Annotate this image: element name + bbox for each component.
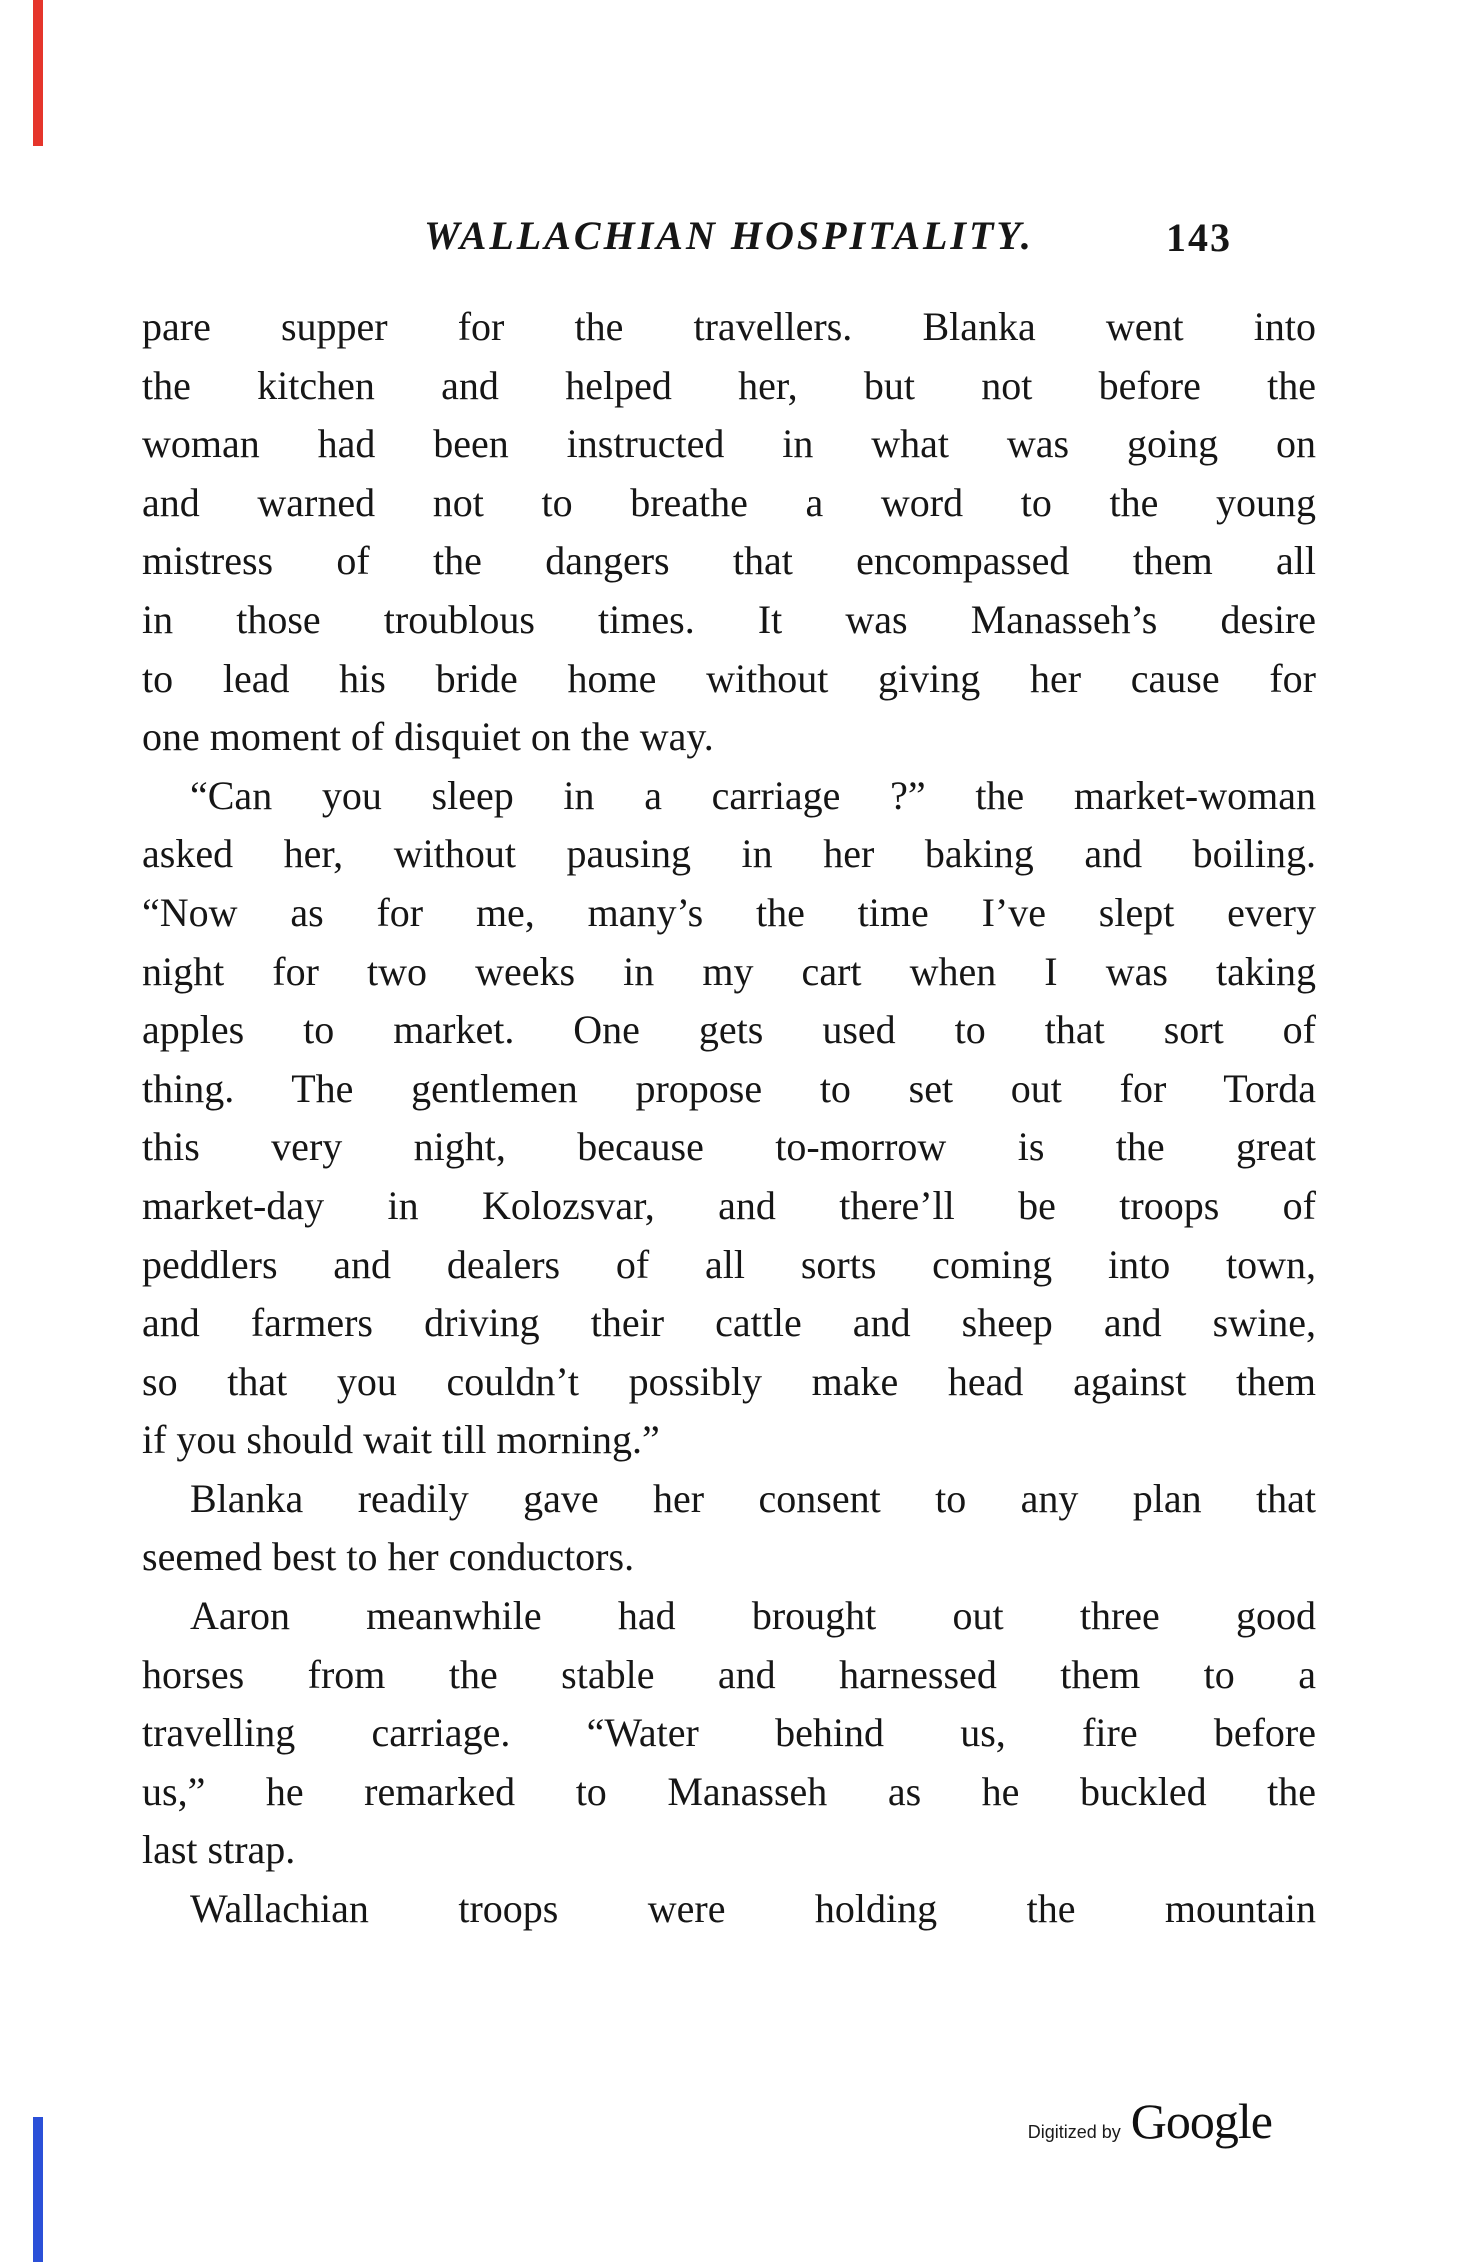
- text-line: travelling carriage. “Water behind us, fire before: [142, 1710, 1316, 1756]
- text-line: in those troublous times. It was Manasseh’s desire: [142, 596, 1316, 642]
- text-line: Aaron meanwhile had brought out three good: [190, 1593, 1316, 1639]
- text-line: mistress of the dangers that encompassed them all: [142, 538, 1316, 584]
- text-line: woman had been instructed in what was going on: [142, 421, 1316, 467]
- text-line: this very night, because to-morrow is the great: [142, 1124, 1316, 1170]
- text-line: and farmers driving their cattle and sheep and swine,: [142, 1300, 1316, 1346]
- digitized-by-label: Digitized by: [1027, 2122, 1121, 2142]
- footer: [1027, 2093, 1272, 2149]
- page-body-text: [142, 298, 1316, 1939]
- text-line: if you should wait till morning.”: [142, 1417, 660, 1463]
- page-number: 143: [1166, 215, 1232, 260]
- scan-edge-blue-strip: [33, 2117, 43, 2262]
- scan-edge-red-strip: [33, 0, 43, 146]
- text-line: and warned not to breathe a word to the young: [142, 479, 1316, 525]
- text-line: peddlers and dealers of all sorts coming into town,: [142, 1241, 1316, 1287]
- text-line: “Now as for me, many’s the time I’ve slept every: [142, 889, 1316, 935]
- text-line: thing. The gentlemen propose to set out for Torda: [142, 1065, 1316, 1111]
- text-line: apples to market. One gets used to that sort of: [142, 1007, 1316, 1053]
- text-line: seemed best to her conductors.: [142, 1534, 635, 1580]
- text-line: Blanka readily gave her consent to any plan that: [190, 1475, 1316, 1521]
- text-line: asked her, without pausing in her baking and boiling.: [142, 831, 1316, 877]
- text-line: “Can you sleep in a carriage ?” the market-woman: [190, 772, 1316, 818]
- text-line: Wallachian troops were holding the mountain: [190, 1886, 1316, 1932]
- text-line: last strap.: [142, 1827, 296, 1873]
- running-title: WALLACHIAN HOSPITALITY.: [424, 213, 1034, 258]
- text-line: horses from the stable and harnessed them to a: [142, 1651, 1316, 1697]
- text-line: one moment of disquiet on the way.: [142, 714, 714, 760]
- text-line: so that you couldn’t possibly make head against them: [142, 1358, 1316, 1404]
- text-line: market-day in Kolozsvar, and there’ll be troops of: [142, 1182, 1316, 1228]
- text-line: to lead his bride home without giving her cause for: [142, 655, 1316, 701]
- google-logo: Google: [1130, 2093, 1272, 2149]
- text-line: night for two weeks in my cart when I was taking: [142, 948, 1316, 994]
- text-line: pare supper for the travellers. Blanka went into: [142, 304, 1316, 349]
- text-line: the kitchen and helped her, but not before the: [142, 362, 1316, 408]
- running-head: [142, 212, 1316, 272]
- text-line: us,” he remarked to Manasseh as he buckled the: [142, 1768, 1316, 1814]
